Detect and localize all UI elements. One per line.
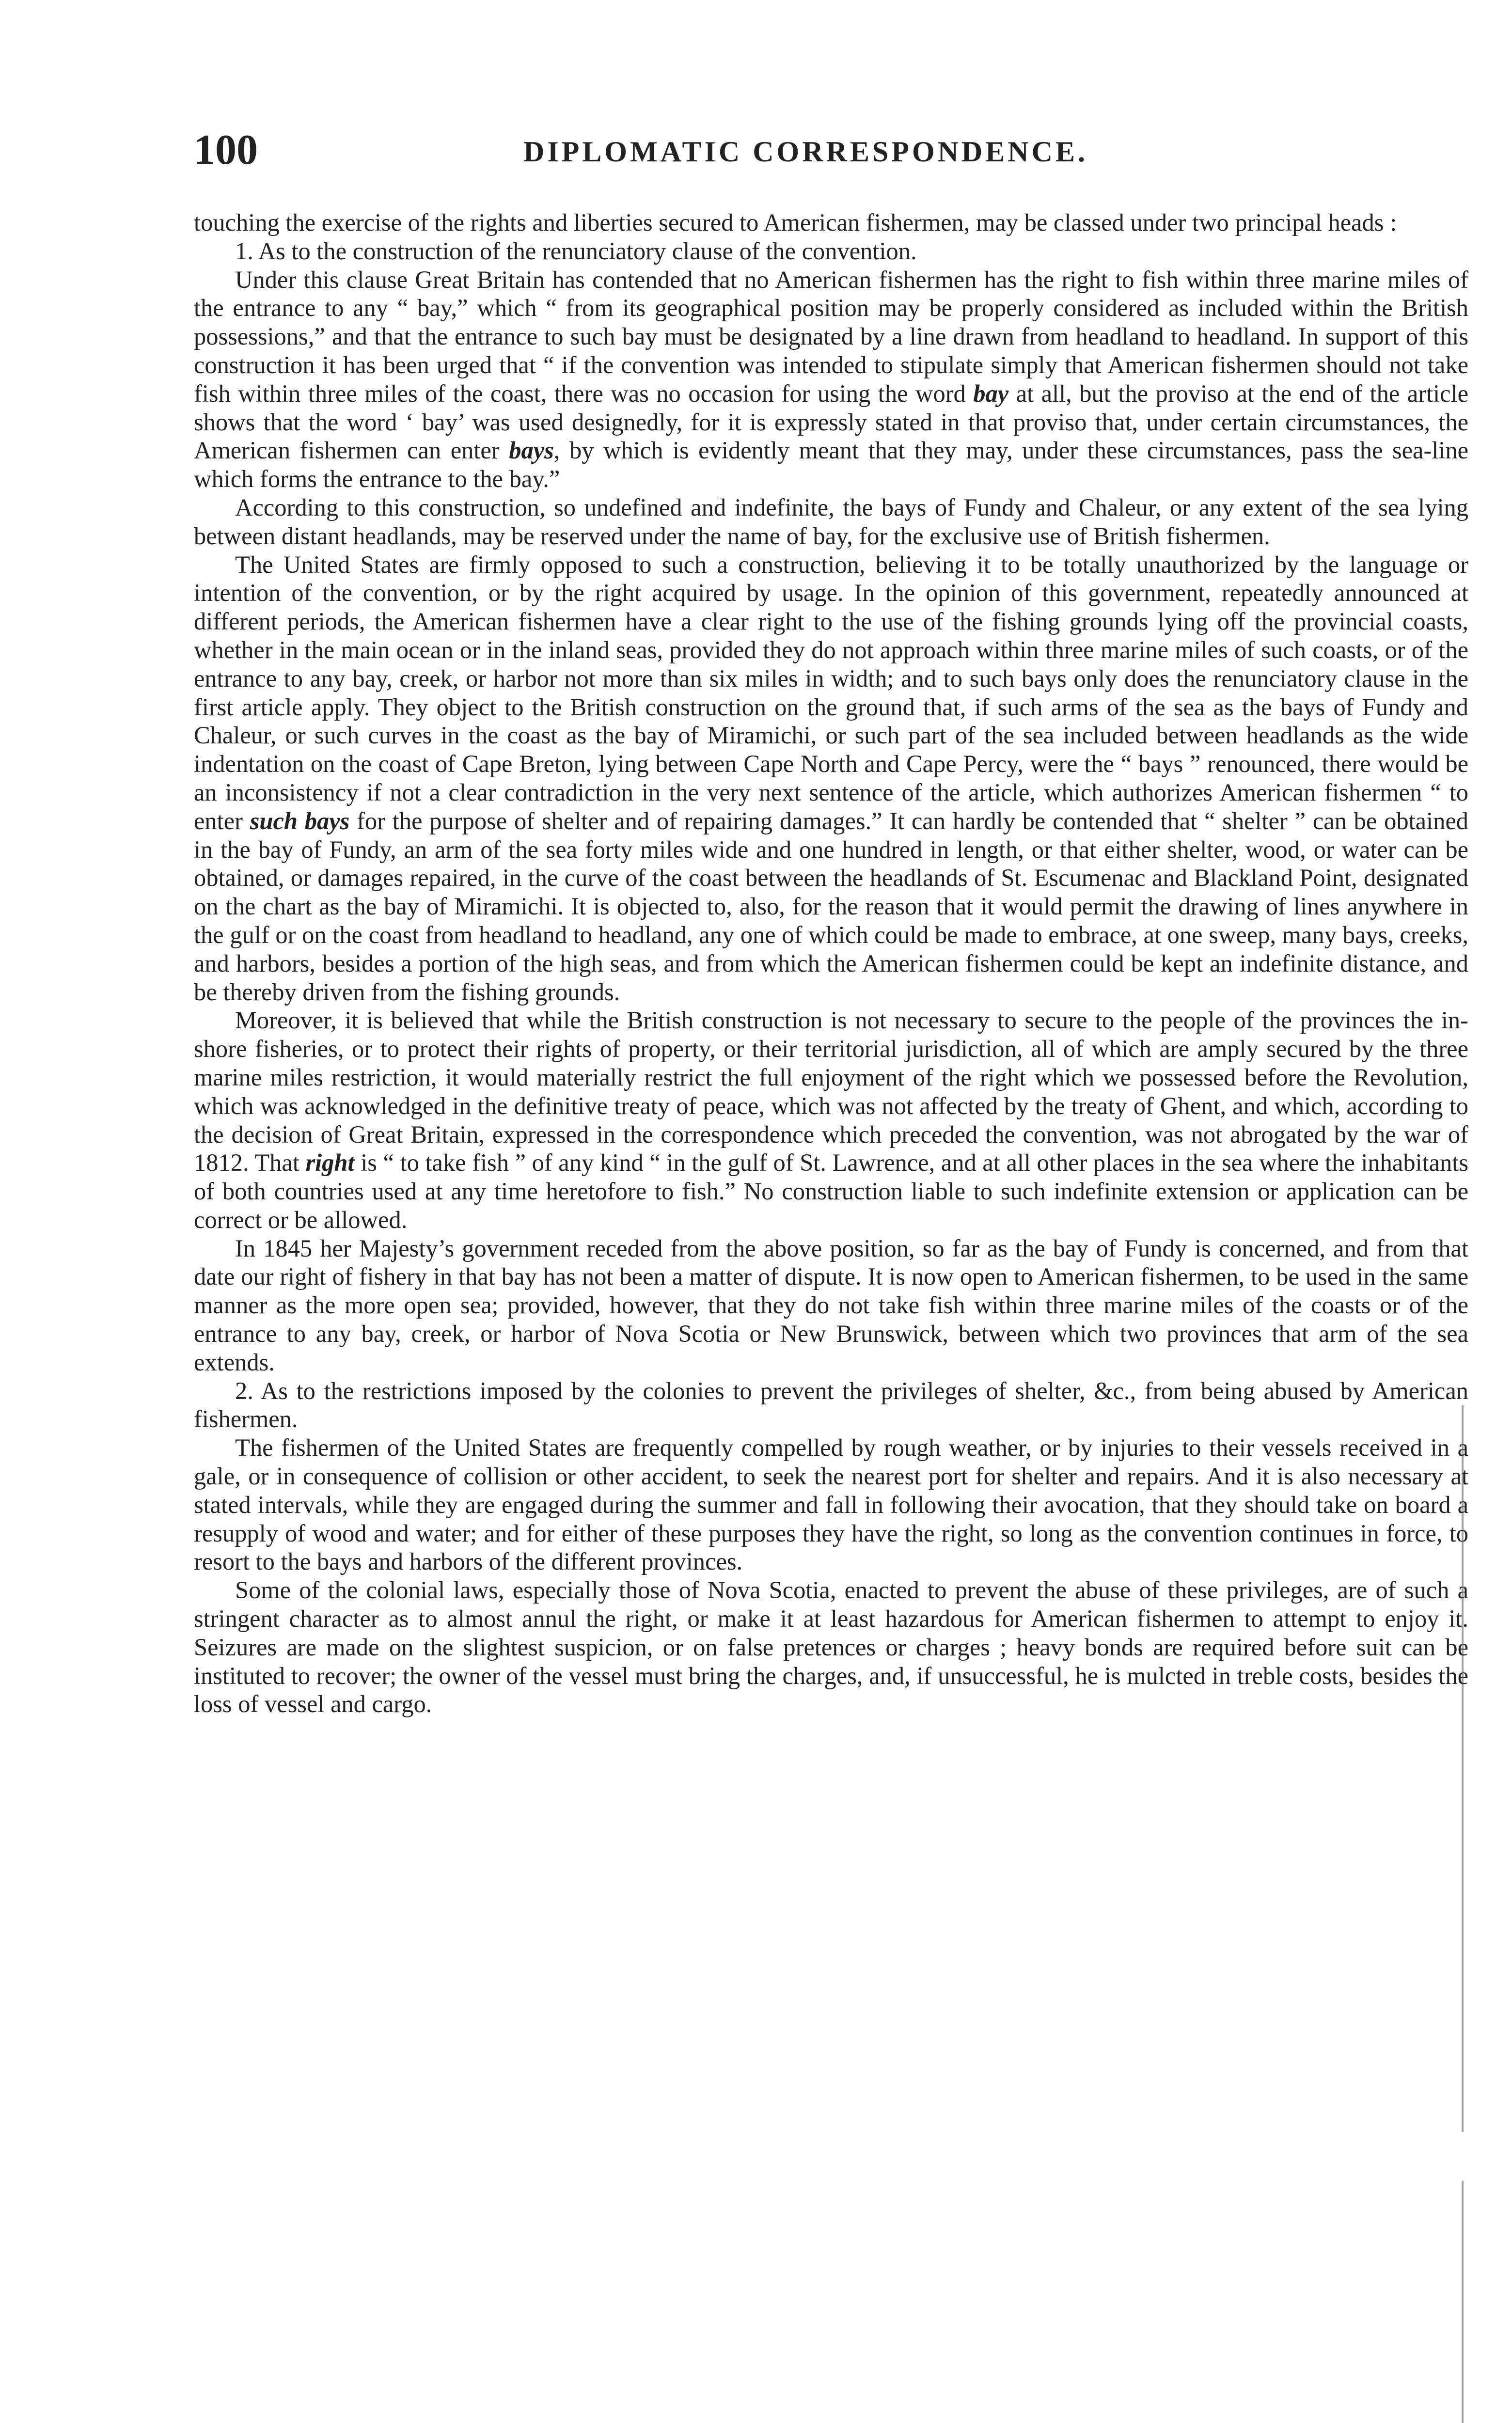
paragraph-colonial-laws	[194, 1576, 1468, 1718]
italic-term: such bays	[250, 807, 350, 834]
text-run: is “ to take fish ” of any kind “ in the gulf of St. Lawrence, and at all other places in the sea where the inhabitants of both countries used at any time heretofore to fish.” No construction liable to such indefinite extension or application can be correct or be allowed.	[194, 1149, 1468, 1233]
margin-rule	[1462, 1405, 1464, 2132]
text-run: 2. As to the restrictions imposed by the colonies to prevent the privileges of shelter, &c., from being abused by American fishermen.	[194, 1377, 1468, 1433]
text-run: touching the exercise of the rights and liberties secured to American fishermen, may be classed under two principal heads :	[194, 209, 1397, 236]
body-text	[194, 208, 1468, 1718]
page-header	[194, 124, 1473, 182]
paragraph-british-contention	[194, 266, 1468, 493]
paragraph-us-opposition	[194, 551, 1468, 1007]
paragraph-heading-2	[194, 1377, 1468, 1434]
paragraph-construction	[194, 493, 1468, 551]
text-run: Moreover, it is believed that while the British construction is not necessary to secure to the people of the provinces the in-shore fisheries, or to protect their rights of property, or their territorial jurisdiction, all of which are amply secured by the three marine miles restriction, it would materially restrict the full enjoyment of the right which we possessed before the Revolution, which was acknowledged in the definitive treaty of peace, which was not affected by the treaty of Ghent, and which, according to the decision of Great Britain, expressed in the correspondence which preceded the convention, was not abrogated by the war of 1812. That	[194, 1007, 1468, 1177]
italic-term: bays	[509, 437, 554, 464]
paragraph-fishermen-shelter	[194, 1433, 1468, 1576]
text-run: The United States are firmly opposed to such a construction, believing it to be totally unauthorized by the language or intention of the convention, or by the right acquired by usage. In the opinion of this government, repeatedly announced at different periods, the American fishermen have a clear right to the use of the fishing grounds lying off the provincial coasts, whether in the main ocean or in the inland seas, provided they do not approach within three marine miles of such coasts, or of the entrance to any bay, creek, or harbor not more than six miles in width; and to such bays only does the renunciatory clause in the first article apply. They object to the British construction on the ground that, if such arms of the sea as the bays of Fundy and Chaleur, or such curves in the coast as the bay of Miramichi, or such part of the sea included between headlands as the wide indentation on the coast of Cape Breton, lying between Cape North and Cape Percy, were the “ bays ” renounced, there would be an inconsistency if not a clear contradiction in the very next sentence of the article, which authorizes American fishermen “ to enter	[194, 551, 1468, 834]
text-run: According to this construction, so undefined and indefinite, the bays of Fundy and Chaleur, or any extent of the sea lying between distant headlands, may be reserved under the name of bay, for the exclusive use of British fishermen.	[194, 493, 1468, 550]
text-run: at all, but the proviso at the end of the article shows that the word ‘ bay’ was used designedly, for it is expressly stated in that proviso that, under certain circumstances, the American fishermen can enter	[194, 379, 1468, 464]
paragraph-1845	[194, 1234, 1468, 1377]
italic-term: right	[305, 1149, 355, 1177]
text-run: for the purpose of shelter and of repairing damages.” It can hardly be contended that “ shelter ” can be obtained in the bay of Fundy, an arm of the sea forty miles wide and one hundred in length, or that either shelter, wood, or water can be obtained, or damages repaired, in the curve of the coast between the headlands of St. Escumenac and Blackland Point, designated on the chart as the bay of Miramichi. It is objected to, also, for the reason that it would permit the drawing of lines anywhere in the gulf or on the coast from headland to headland, any one of which could be made to embrace, at one sweep, many bays, creeks, and harbors, besides a portion of the high seas, and from which the American fishermen could be kept an indefinite distance, and be thereby driven from the fishing grounds.	[194, 807, 1468, 1006]
italic-term: bay	[973, 379, 1009, 407]
page-number: 100	[194, 126, 258, 173]
running-title: DIPLOMATIC CORRESPONDENCE.	[523, 136, 1088, 168]
paragraph-continuation	[194, 208, 1468, 237]
text-run: Some of the colonial laws, especially those of Nova Scotia, enacted to prevent the abuse of these privileges, are of such a stringent character as to almost annul the right, or make it at least hazardous for American fishermen to attempt to enjoy it. Seizures are made on the slightest suspicion, or on false pretences or charges ; heavy bonds are required before suit can be instituted to recover; the owner of the vessel must bring the charges, and, if unsuccessful, he is mulcted in treble costs, besides the loss of vessel and cargo.	[194, 1576, 1468, 1718]
paragraph-heading-1	[194, 237, 1468, 266]
text-run: The fishermen of the United States are frequently compelled by rough weather, or by injuries to their vessels received in a gale, or in consequence of collision or other accident, to seek the nearest port for shelter and repairs. And it is also necessary at stated intervals, while they are engaged during the summer and fall in following their avocation, that they should take on board a resupply of wood and water; and for either of these purposes they have the right, so long as the convention continues in force, to resort to the bays and harbors of the different provinces.	[194, 1434, 1468, 1575]
text-run: 1. As to the construction of the renunciatory clause of the convention.	[235, 237, 917, 265]
text-run: , by which is evidently meant that they may, under these circumstances, pass the sea-line which forms the entrance to the bay.”	[194, 437, 1468, 493]
text-run: In 1845 her Majesty’s government receded from the above position, so far as the bay of Fundy is concerned, and from that date our right of fishery in that bay has not been a matter of dispute. It is now open to American fishermen, to be used in the same manner as the more open sea; provided, however, that they do not take fish within three marine miles of the coasts or of the entrance to any bay, creek, or harbor of Nova Scotia or New Brunswick, between which two provinces that arm of the sea extends.	[194, 1234, 1468, 1376]
paragraph-moreover	[194, 1006, 1468, 1234]
margin-rule	[1462, 2181, 1464, 2423]
text-run: Under this clause Great Britain has contended that no American fishermen has the right to fish within three marine miles of the entrance to any “ bay,” which “ from its geographical position may be properly considered as included within the British possessions,” and that the entrance to such bay must be designated by a line drawn from headland to headland. In support of this construction it has been urged that “ if the convention was intended to stipulate simply that American fishermen should not take fish within three miles of the coast, there was no occasion for using the word	[194, 266, 1468, 407]
